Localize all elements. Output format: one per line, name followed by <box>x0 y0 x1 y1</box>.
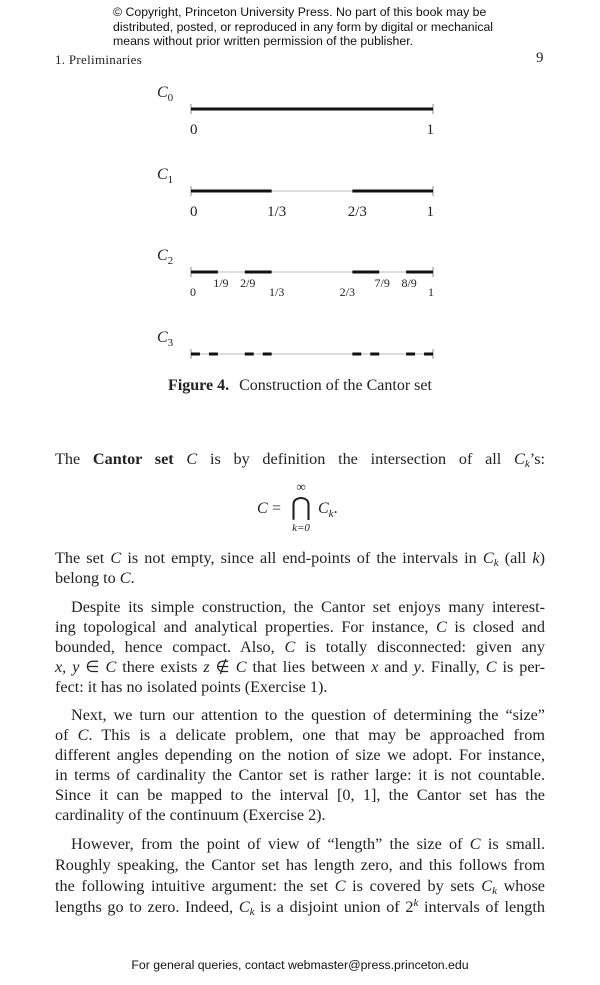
running-head: 1. Preliminaries <box>55 52 143 67</box>
formula-period: . <box>333 500 338 517</box>
text-line <box>55 658 545 677</box>
figure-caption-text: Construction of the Cantor set <box>239 377 432 394</box>
tick-label: 7/9 <box>374 276 390 290</box>
text-line <box>55 450 545 469</box>
text-segment: there exists <box>116 658 204 676</box>
cantor-set-figure <box>0 80 600 370</box>
text-segment: k <box>249 906 255 918</box>
text-segment: . <box>130 569 135 587</box>
set-label: $C_1$ <box>157 166 174 186</box>
text-line <box>55 786 545 805</box>
text-segment: is by definition the intersection of all <box>197 450 514 468</box>
text-segment: Since it can be mapped to the interval [0, 1], the Cantor set has the <box>55 786 545 804</box>
text-segment: ing topological and analytical properties. For instance, <box>55 618 436 636</box>
text-segment: k <box>493 557 499 569</box>
tick-label: 0 <box>190 122 198 138</box>
tick-label: 1 <box>428 285 434 299</box>
text-segment: C <box>469 835 481 853</box>
text-segment: C <box>436 618 447 636</box>
text-line <box>55 569 545 588</box>
copyright-line: © Copyright, Princeton University Press. No part of this book may be <box>113 5 487 19</box>
text-segment: C <box>119 569 131 587</box>
set-label: $C_3$ <box>157 329 174 349</box>
text-segment: C <box>482 549 494 567</box>
text-segment: C <box>105 658 117 676</box>
text-segment: that lies between <box>246 658 372 676</box>
formula-equals: = <box>272 500 282 517</box>
tick-label: 8/9 <box>401 276 417 290</box>
text-segment: intervals of length <box>418 898 545 916</box>
text-segment: belong to <box>55 569 120 587</box>
formula-term-sub: k <box>328 508 334 521</box>
text-segment: bounded, hence compact. Also, <box>55 638 285 656</box>
text-segment: is small. <box>480 835 546 853</box>
text-segment: and <box>378 658 414 676</box>
big-intersection-symbol: ⋂ <box>290 494 312 521</box>
text-segment: x <box>371 658 379 676</box>
text-segment: k <box>524 458 530 470</box>
text-segment: (all <box>498 549 533 567</box>
text-segment: The <box>55 450 93 468</box>
text-segment: lengths go to zero. Indeed, <box>55 898 239 916</box>
text-line <box>55 726 545 745</box>
text-line <box>55 598 545 617</box>
text-segment: of <box>55 726 78 744</box>
text-segment: is totally disconnected: given any <box>295 638 545 656</box>
text-segment: k <box>492 885 497 897</box>
text-segment: is not empty, since all end-points of the intervals in <box>121 549 483 567</box>
text-segment: fect: it has no isolated points (Exercise 1). <box>55 678 328 696</box>
tick-label: 2/3 <box>339 285 356 299</box>
text-segment: in terms of cardinality the Cantor set is rather large: it is not countable. <box>55 766 545 784</box>
tick-label: 0 <box>190 204 198 220</box>
text-segment <box>174 450 187 468</box>
text-line <box>55 549 545 568</box>
text-line <box>55 877 545 896</box>
page-number: 9 <box>536 50 544 66</box>
formula-lower-limit: k=0 <box>292 522 310 534</box>
text-segment: the following intuitive argument: the set <box>55 877 335 895</box>
text-line <box>55 746 545 765</box>
text-segment: is a disjoint union of 2 <box>254 898 414 916</box>
text-line <box>55 618 545 637</box>
text-segment: z <box>203 658 210 676</box>
text-segment: is closed and <box>446 618 545 636</box>
text-segment: is per- <box>496 658 545 676</box>
footer-contact: For general queries, contact webmaster@press.princeton.edu <box>131 958 469 972</box>
tick-label: 1/3 <box>268 285 285 299</box>
text-segment: y <box>413 658 421 676</box>
text-segment: ∉ <box>209 658 236 676</box>
text-segment: ’s: <box>529 450 545 468</box>
formula-lhs: C <box>257 500 268 517</box>
figure-caption <box>0 376 600 395</box>
text-segment: Next, we turn our attention to the question of determining the “size” <box>71 706 545 724</box>
text-line <box>55 638 545 657</box>
text-segment: Despite its simple construction, the Cantor set enjoys many interest- <box>71 598 545 616</box>
tick-label: 2/9 <box>240 276 256 290</box>
text-segment: C <box>284 638 296 656</box>
text-segment: C <box>485 658 497 676</box>
text-segment: cardinality of the continuum (Exercise 2). <box>55 806 326 824</box>
text-line <box>55 806 545 825</box>
text-segment: different angles depending on the notion of size we adopt. For instance, <box>55 746 545 764</box>
text-segment: C <box>334 877 346 895</box>
tick-label: 0 <box>190 285 196 299</box>
text-segment: C <box>77 726 89 744</box>
text-segment: . This is a delicate problem, one that may be approached from <box>88 726 545 744</box>
text-segment: C <box>110 549 122 567</box>
copyright-line: means without prior written permission of the publisher. <box>113 34 414 49</box>
text-line <box>55 835 545 854</box>
text-segment: However, from the point of view of “length” the size of <box>71 835 470 853</box>
text-segment: whose <box>496 877 545 895</box>
text-segment: x, y <box>55 658 80 676</box>
text-segment: C <box>514 450 525 468</box>
set-label: $C_2$ <box>157 247 174 267</box>
text-segment: ∈ <box>79 658 106 676</box>
text-line <box>55 766 545 785</box>
text-segment: C <box>186 450 198 468</box>
formula-term: C <box>318 500 329 517</box>
text-segment: C <box>235 658 247 676</box>
text-segment: ) <box>539 549 545 567</box>
text-segment: k <box>532 549 540 567</box>
set-label: $C_0$ <box>157 84 174 104</box>
text-segment: k <box>413 897 419 909</box>
text-line <box>55 706 545 725</box>
text-segment: Roughly speaking, the Cantor set has length zero, and this follows from <box>55 856 545 874</box>
text-segment: C <box>238 898 250 916</box>
tick-label: 1/3 <box>267 204 287 220</box>
text-segment: C <box>481 877 493 895</box>
figure-caption-label: Figure 4. <box>168 377 230 394</box>
copyright-notice <box>113 5 493 49</box>
tick-label: 1 <box>426 204 434 220</box>
formula-upper-limit: ∞ <box>296 479 306 494</box>
tick-label: 1/9 <box>213 276 229 290</box>
text-line <box>55 678 545 697</box>
tick-label: 2/3 <box>347 204 367 220</box>
text-line <box>55 898 545 917</box>
text-segment: . Finally, <box>420 658 486 676</box>
text-line <box>55 856 545 875</box>
text-segment: Cantor set <box>92 450 174 468</box>
copyright-line: distributed, posted, or reproduced in any form by digital or mechanical <box>113 19 494 34</box>
tick-label: 1 <box>426 122 434 138</box>
text-segment: The set <box>55 549 111 567</box>
text-segment: is covered by sets <box>345 877 482 895</box>
